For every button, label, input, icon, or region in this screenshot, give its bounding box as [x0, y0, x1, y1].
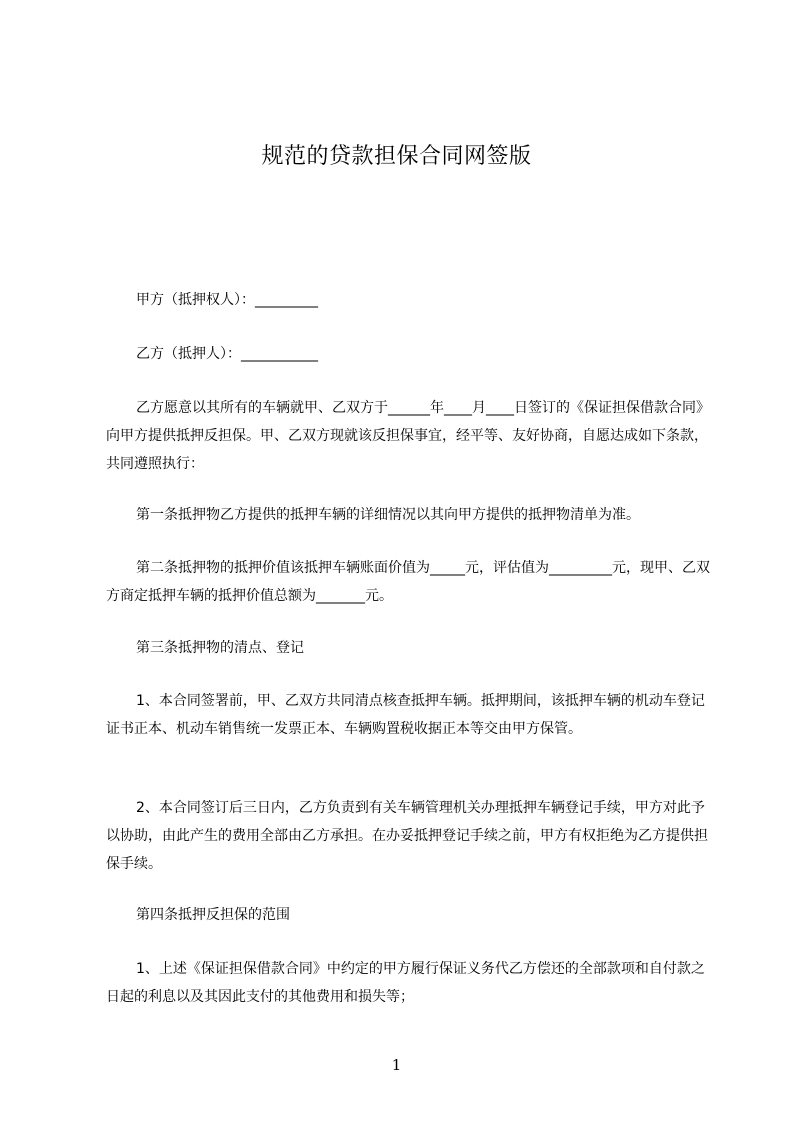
preamble-paragraph: 乙方愿意以其所有的车辆就甲、乙双方于______年____月____日签订的《保证担保借款合同》向甲方提供抵押反担保。甲、乙双方现就该反担保事宜，经平等、友好协商，自愿达成如下条款，共同遵照执行：	[106, 400, 710, 472]
article-3-clause-2: 2、本合同签订后三日内，乙方负责到有关车辆管理机关办理抵押车辆登记手续，甲方对此予以协助，由此产生的费用全部由乙方承担。在办妥抵押登记手续之前，甲方有权拒绝为乙方提供担保手续。	[106, 800, 708, 872]
article-3-clause-1: 1、本合同签署前，甲、乙双方共同清点核查抵押车辆。抵押期间，该抵押车辆的机动车登记证书正本、机动车销售统一发票正本、车辆购置税收据正本等交由甲方保管。	[106, 693, 705, 737]
party-b-line: 乙方（抵押人）：___________	[136, 346, 318, 362]
article-2-paragraph: 第二条抵押物的抵押价值该抵押车辆账面价值为_____元，评估值为_________元，现甲、乙双方商定抵押车辆的抵押价值总额为_______元。	[106, 560, 710, 604]
document-title: 规范的贷款担保合同网签版	[261, 144, 532, 169]
party-a-line: 甲方（抵押权人）：_________	[136, 292, 318, 308]
article-4-heading: 第四条抵押反担保的范围	[136, 907, 290, 923]
page-number: 1	[391, 1056, 402, 1074]
article-1-paragraph: 第一条抵押物乙方提供的抵押车辆的详细情况以其向甲方提供的抵押物清单为准。	[136, 507, 640, 523]
article-3-heading: 第三条抵押物的清点、登记	[136, 640, 304, 656]
article-4-clause-1: 1、上述《保证担保借款合同》中约定的甲方履行保证义务代乙方偿还的全部款项和自付款之日起的利息以及其因此支付的其他费用和损失等；	[106, 961, 705, 1005]
